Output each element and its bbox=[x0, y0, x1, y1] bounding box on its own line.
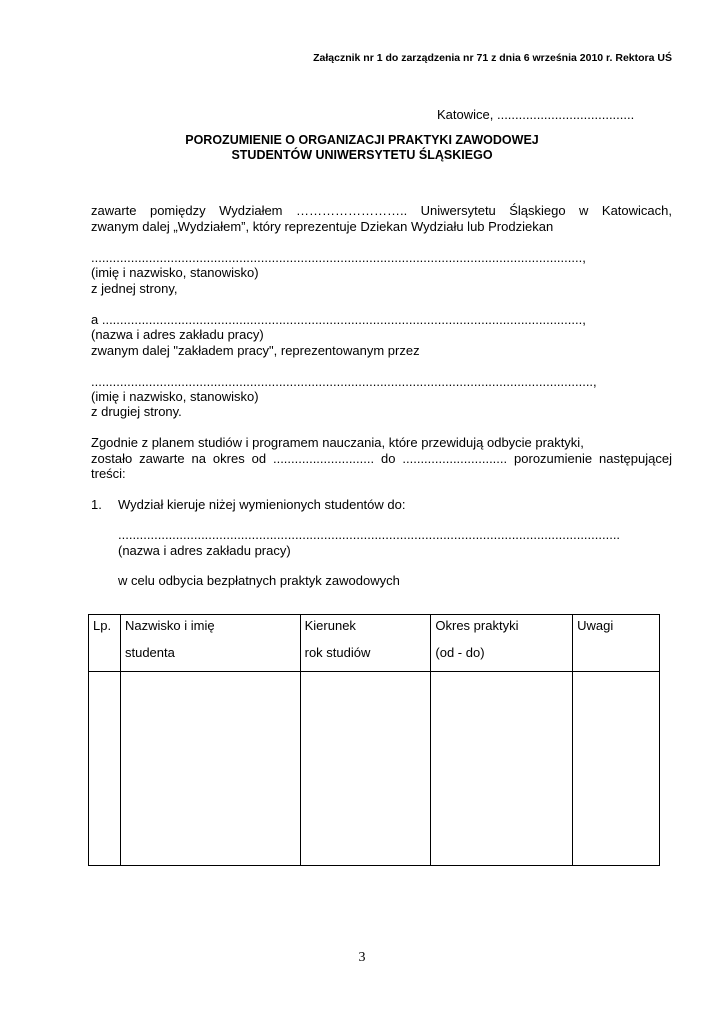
table-cell-period[interactable] bbox=[431, 672, 573, 866]
place-date-line: Katowice, ...................................... bbox=[437, 107, 635, 122]
item1-text: Wydział kieruje niżej wymienionych studentów do: bbox=[118, 497, 406, 512]
party2-fill-line: a ....................................................................................................................................., bbox=[91, 312, 586, 327]
header-name-line2: studenta bbox=[124, 645, 175, 660]
header-cell-field bbox=[300, 615, 431, 672]
header-lp-line1: Lp. bbox=[93, 618, 112, 633]
header-cell-notes bbox=[573, 615, 660, 672]
document-title-line-1: POROZUMIENIE O ORGANIZACJI PRAKTYKI ZAWODOWEJ bbox=[185, 133, 539, 147]
header-cell-lp bbox=[89, 615, 121, 672]
intro-line-2: zwanym dalej „Wydziałem”, który reprezentuje Dziekan Wydziału lub Prodziekan bbox=[91, 219, 554, 234]
students-table bbox=[88, 614, 660, 866]
item1-purpose: w celu odbycia bezpłatnych praktyk zawodowych bbox=[118, 573, 400, 588]
table-cell-field[interactable] bbox=[300, 672, 431, 866]
header-field-line1: Kierunek bbox=[304, 618, 356, 633]
table-cell-lp[interactable] bbox=[89, 672, 121, 866]
table-cell-notes[interactable] bbox=[573, 672, 660, 866]
page-number: 3 bbox=[358, 950, 366, 965]
item1-fill-line: ........................................................................................................................................... bbox=[118, 527, 621, 542]
party1-hint: (imię i nazwisko, stanowisko) bbox=[91, 265, 259, 280]
party2-hint: (nazwa i adres zakładu pracy) bbox=[91, 327, 264, 342]
intro-line-1: zawarte pomiędzy Wydziałem …………………….. Uniwersytetu Śląskiego w Katowicach, bbox=[91, 203, 672, 218]
header-name-line1: Nazwisko i imię bbox=[124, 618, 215, 633]
item1-number: 1. bbox=[91, 497, 102, 512]
item1-hint: (nazwa i adres zakładu pracy) bbox=[118, 543, 291, 558]
header-note: Załącznik nr 1 do zarządzenia nr 71 z dnia 6 września 2010 r. Rektora UŚ bbox=[313, 52, 672, 64]
agreement-line-3: treści: bbox=[91, 466, 126, 481]
header-period-line2: (od - do) bbox=[435, 645, 485, 660]
agreement-line-1: Zgodnie z planem studiów i programem nauczania, które przewidują odbycie praktyki, bbox=[91, 435, 584, 450]
table-header-row bbox=[89, 615, 660, 672]
header-notes-line1: Uwagi bbox=[577, 618, 614, 633]
agreement-line-2: zostało zawarte na okres od ............................ do ............................. porozumienie następującej bbox=[91, 451, 672, 466]
table-row bbox=[89, 672, 660, 866]
header-cell-period bbox=[431, 615, 573, 672]
party2-called: zwanym dalej "zakładem pracy", reprezentowanym przez bbox=[91, 343, 420, 358]
header-cell-name bbox=[120, 615, 300, 672]
party3-side: z drugiej strony. bbox=[91, 404, 182, 419]
document-title-line-2: STUDENTÓW UNIWERSYTETU ŚLĄSKIEGO bbox=[231, 148, 493, 162]
party3-fill-line: ..........................................................................................................................................., bbox=[91, 374, 597, 389]
header-period-line1: Okres praktyki bbox=[435, 618, 519, 633]
header-field-line2: rok studiów bbox=[304, 645, 371, 660]
party1-fill-line: ........................................................................................................................................, bbox=[91, 250, 586, 265]
table-cell-name[interactable] bbox=[120, 672, 300, 866]
party1-side: z jednej strony, bbox=[91, 281, 178, 296]
party3-hint: (imię i nazwisko, stanowisko) bbox=[91, 389, 259, 404]
